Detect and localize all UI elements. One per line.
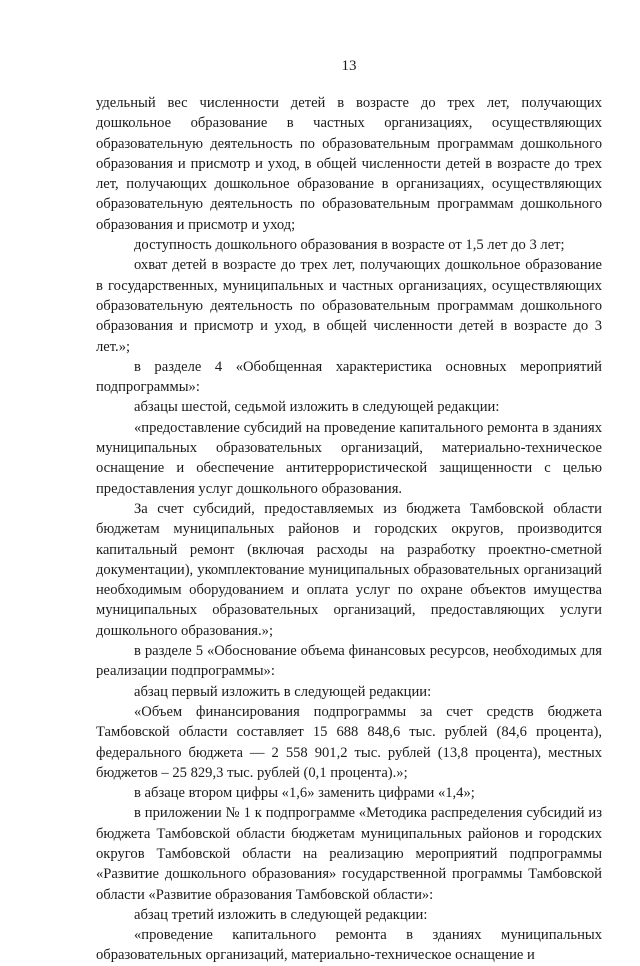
paragraph-1: удельный вес численности детей в возрасте до трех лет, получающих дошкольное образование в частных организациях, осуществляющих образовательную деятельность по образовательным программам дошкольного образования и присмотр и уход, в общей численности детей в возрасте до трех лет, получающих дошкольное образование в организациях, осуществляющих образовательную деятельность по образовательным программам дошкольного образования и присмотр и уход;	[96, 95, 602, 233]
paragraph-11: в абзаце втором цифры «1,6» заменить цифрами «1,4»;	[134, 785, 475, 802]
paragraph-6: «предоставление субсидий на проведение капитального ремонта в зданиях муниципальных образовательных организаций, материально-техническое оснащение и обеспечение антитеррористической защищенности с целью предоставления услуг дошкольного образования.	[96, 419, 602, 497]
document-body	[96, 93, 602, 966]
paragraph-10: «Объем финансирования подпрограммы за счет средств бюджета Тамбовской области составляет 15 688 848,6 тыс. рублей (84,6 процента), федерального бюджета — 2 558 901,2 тыс. рублей (13,8 процента), местных бюджетов – 25 829,3 тыс. рублей (0,1 процента).»;	[96, 703, 602, 781]
paragraph-3: охват детей в возрасте до трех лет, получающих дошкольное образование в государственных, муниципальных и частных организациях, осуществляющих образовательную деятельность по образовательным программам дошкольного образования и присмотр и уход, в общей численности детей в возрасте до 3 лет.»;	[96, 257, 602, 355]
paragraph-12: в приложении № 1 к подпрограмме «Методика распределения субсидий из бюджета Тамбовской области бюджетам муниципальных районов и городских округов Тамбовской области на реализацию мероприятий подпрограммы «Развитие дошкольного образования» государственной программы Тамбовской области «Развитие образования Тамбовской области»:	[96, 805, 602, 903]
paragraph-14: «проведение капитального ремонта в зданиях муниципальных образовательных организаций, материально-техническое оснащение и	[96, 927, 602, 964]
page-number: 13	[341, 58, 357, 74]
paragraph-5: абзацы шестой, седьмой изложить в следующей редакции:	[134, 399, 500, 416]
paragraph-2: доступность дошкольного образования в возрасте от 1,5 лет до 3 лет;	[134, 237, 565, 254]
paragraph-8: в разделе 5 «Обоснование объема финансовых ресурсов, необходимых для реализации подпрограммы»:	[96, 643, 602, 680]
paragraph-9: абзац первый изложить в следующей редакции:	[134, 683, 432, 700]
paragraph-4: в разделе 4 «Обобщенная характеристика основных мероприятий подпрограммы»:	[96, 358, 602, 396]
paragraph-7: За счет субсидий, предоставляемых из бюджета Тамбовской области бюджетам муниципальных районов и городских округов, производится капитальный ремонт (включая расходы на разработку проектно-сметной документации), укомплектование муниципальных образовательных организаций необходимым оборудованием и оплата услуг по охране объектов имущества муниципальных образовательных организаций, предоставляющих услуги дошкольного образования.»;	[96, 500, 602, 639]
paragraph-13: абзац третий изложить в следующей редакции:	[134, 906, 428, 923]
